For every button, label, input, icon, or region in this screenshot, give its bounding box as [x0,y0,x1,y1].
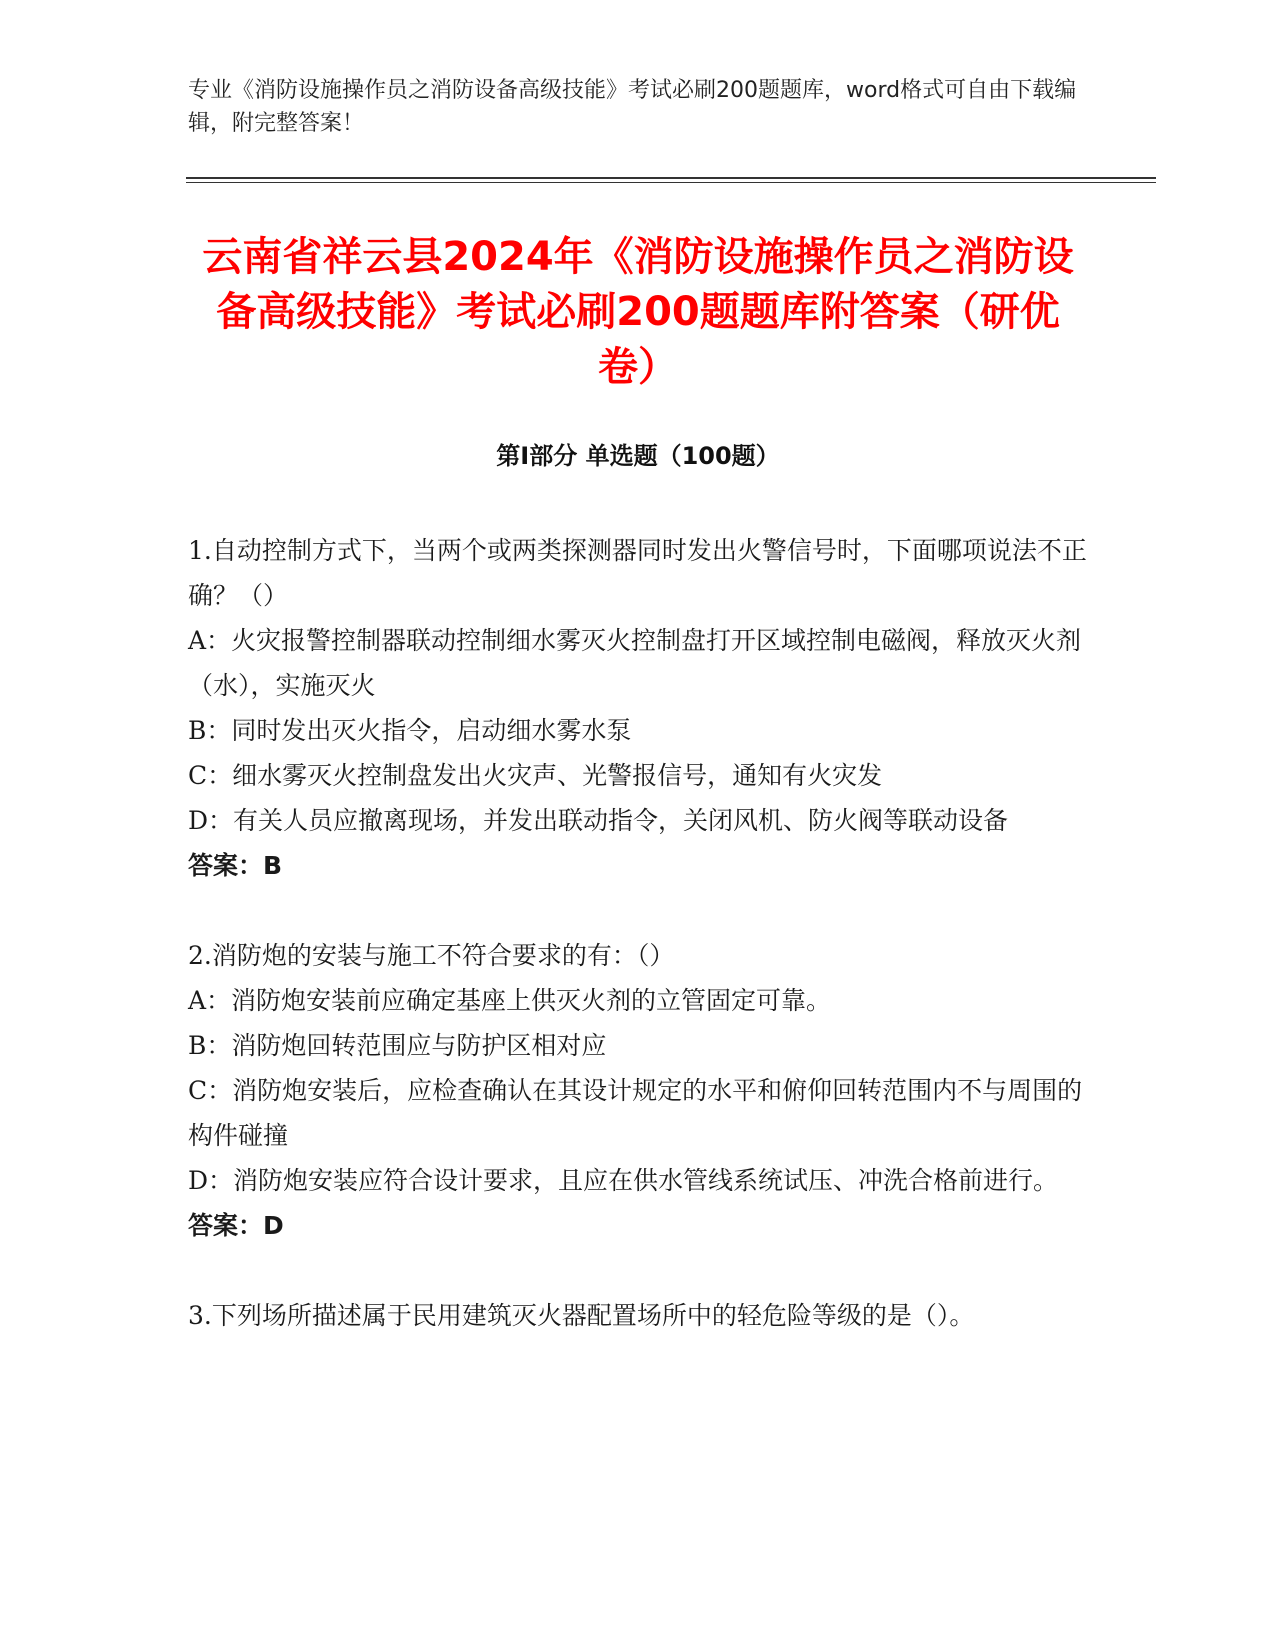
option-c: C：消防炮安装后，应检查确认在其设计规定的水平和俯仰回转范围内不与周围的构件碰撞 [188,1076,1083,1150]
option-a: A：消防炮安装前应确定基座上供灭火剂的立管固定可靠。 [188,986,832,1015]
question-stem: 1.自动控制方式下，当两个或两类探测器同时发出火警信号时，下面哪项说法不正确？（） [188,536,1087,610]
question-list [188,528,1088,1383]
option-d: D：有关人员应撤离现场，并发出联动指令，关闭风机、防火阀等联动设备 [188,806,1009,835]
document-title: 云南省祥云县2024年《消防设施操作员之消防设备高级技能》考试必刷200题题库附答案（研优卷） [202,234,1074,390]
question-stem: 2.消防炮的安装与施工不符合要求的有：（） [188,941,675,970]
option-a: A：火灾报警控制器联动控制细水雾灭火控制盘打开区域控制电磁阀，释放灭火剂（水），实施灭火 [188,626,1082,700]
answer-label: 答案：D [188,1211,284,1240]
divider-line-thick [186,177,1156,179]
answer-label: 答案：B [188,851,283,880]
divider-line-thin [186,182,1156,183]
option-c: C：细水雾灭火控制盘发出火灾声、光警报信号，通知有火灾发 [188,761,883,790]
option-d: D：消防炮安装应符合设计要求，且应在供水管线系统试压、冲洗合格前进行。 [188,1166,1059,1195]
question-1 [188,528,1088,888]
option-b: B：消防炮回转范围应与防护区相对应 [188,1031,607,1060]
header-note: 专业《消防设施操作员之消防设备高级技能》考试必刷200题题库，word格式可自由下载编辑，附完整答案！ [188,78,1077,136]
header-divider [186,177,1156,185]
question-3 [188,1293,1088,1338]
option-b: B：同时发出灭火指令，启动细水雾水泵 [188,716,632,745]
question-2 [188,933,1088,1248]
question-stem: 3.下列场所描述属于民用建筑灭火器配置场所中的轻危险等级的是（）。 [188,1301,975,1330]
section-heading: 第I部分 单选题（100题） [496,442,780,470]
